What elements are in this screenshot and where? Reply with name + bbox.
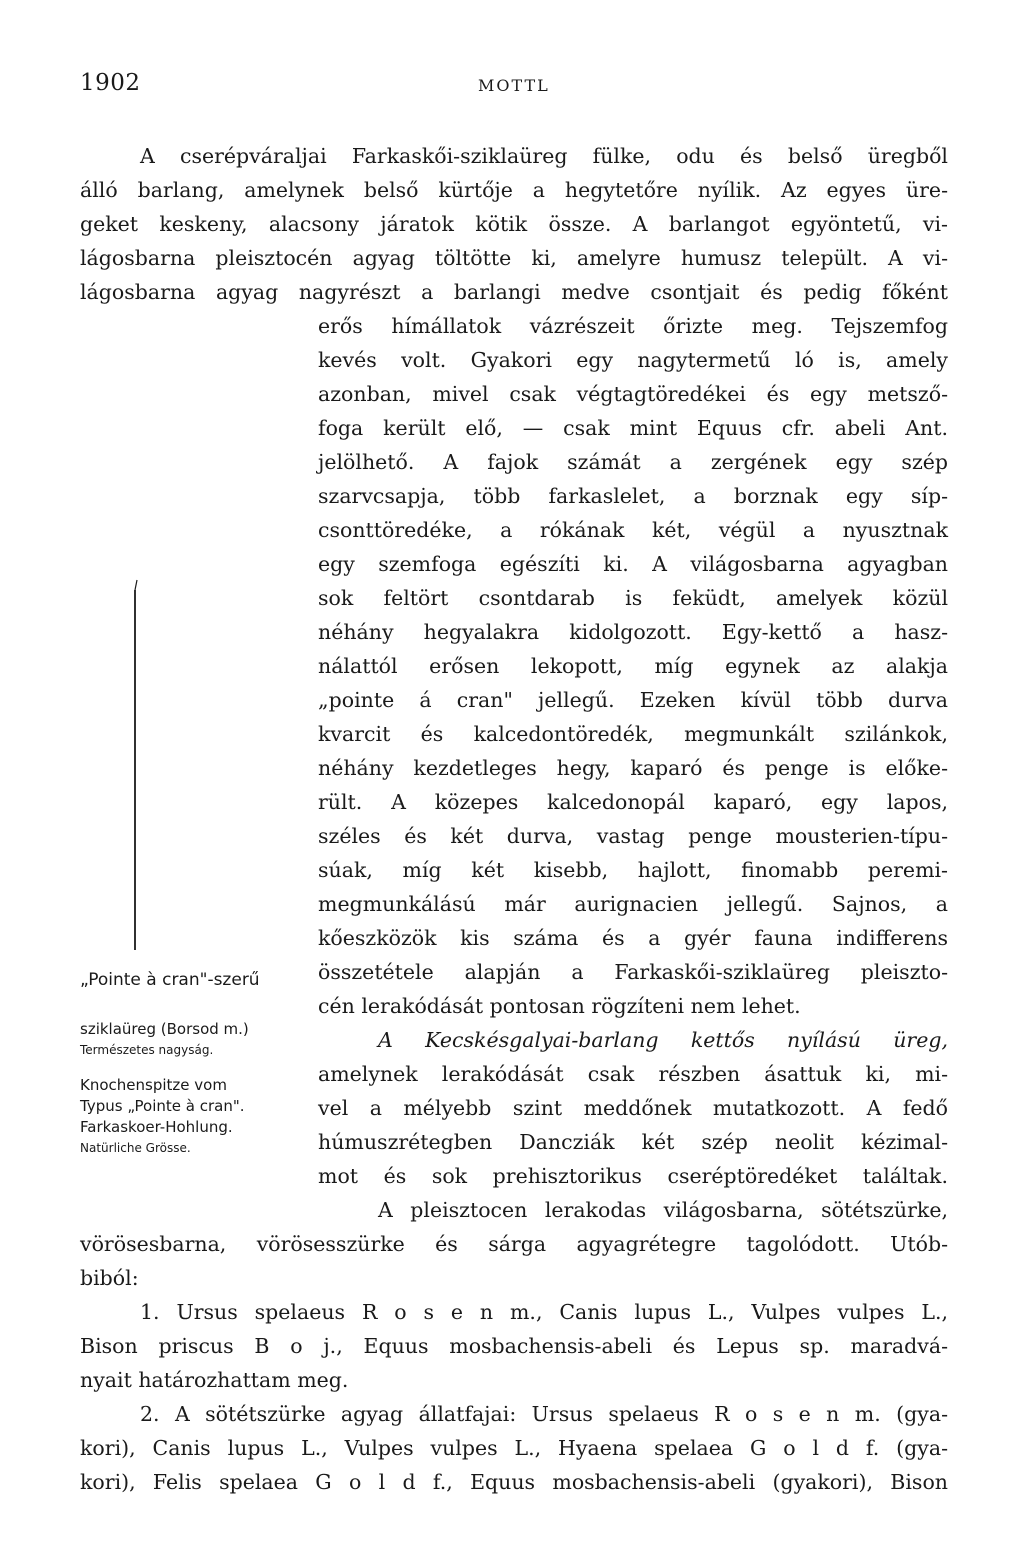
caption-de-3: Farkaskoer-Hohlung. [80, 1118, 233, 1136]
body-line: súak, míg két kisebb, hajlott, finomabb peremi- [318, 858, 948, 882]
body-line: kori), Felis spelaea G o l d f., Equus mosbachensis-abeli (gyakori), Bison [80, 1470, 948, 1494]
body-line: néhány kezdetleges hegy, kaparó és penge is előke- [318, 756, 948, 780]
body-line: 1. Ursus spelaeus R o s e n m., Canis lupus L., Vulpes vulpes L., [140, 1300, 948, 1324]
body-line: biból: [80, 1266, 139, 1290]
body-line: széles és két durva, vastag penge mousterien-típu- [318, 824, 948, 848]
body-line: „pointe á cran" jellegű. Ezeken kívül több durva [318, 688, 948, 712]
caption-location: sziklaüreg (Borsod m.) [80, 1020, 249, 1038]
body-line: 2. A sötétszürke agyag állatfajai: Ursus spelaeus R o s e n m. (gya- [140, 1402, 948, 1426]
caption-size-de: Natürliche Grösse. [80, 1141, 191, 1155]
body-line: A cserépváraljai Farkaskői-sziklaüreg fülke, odu és belső üregből [140, 144, 948, 168]
body-line: nyait határozhattam meg. [80, 1368, 349, 1392]
body-line: vel a mélyebb szint meddőnek mutatkozott. A fedő [318, 1096, 948, 1120]
caption-title: „Pointe à cran"-szerű [80, 970, 260, 990]
body-line: jelölhető. A fajok számát a zergének egy szép [318, 450, 948, 474]
body-line: szarvcsapja, több farkaslelet, a borznak egy síp- [318, 484, 948, 508]
body-line: csonttöredéke, a rókának két, végül a nyusztnak [318, 518, 948, 542]
figure-caption [80, 970, 312, 1159]
body-line: kőeszközök kis száma és a gyér fauna indifferens [318, 926, 948, 950]
caption-size-hu: Természetes nagyság. [80, 1043, 214, 1057]
body-line: amelynek lerakódását csak részben ásattuk ki, mi- [318, 1062, 948, 1086]
body-line: húmuszrétegben Dancziák két szép neolit kézimal- [318, 1130, 948, 1154]
body-line: mot és sok prehisztorikus cseréptöredéket találtak. [318, 1164, 948, 1188]
body-line: néhány hegyalakra kidolgozott. Egy-kettő a hasz- [318, 620, 948, 644]
body-line: A Kecskésgalyai-barlang kettős nyílású üreg, [378, 1028, 948, 1052]
caption-de-1: Knochenspitze vom [80, 1076, 227, 1094]
body-line: vörösesbarna, vörösesszürke és sárga agyagrétegre tagolódott. Utób- [80, 1232, 948, 1256]
body-line: cén lerakódását pontosan rögzíteni nem lehet. [318, 994, 801, 1018]
body-line: geket keskeny, alacsony járatok kötik össze. A barlangot egyöntetű, vi- [80, 212, 948, 236]
caption-de-2: Typus „Pointe à cran". [80, 1097, 245, 1115]
body-line: kvarcit és kalcedontöredék, megmunkált szilánkok, [318, 722, 948, 746]
body-line: nálattól erősen lekopott, míg egynek az alakja [318, 654, 948, 678]
body-line: sok feltört csontdarab is feküdt, amelyek közül [318, 586, 948, 610]
body-line: megmunkálású már aurignacien jellegű. Sajnos, a [318, 892, 948, 916]
body-line: egy szemfoga egészíti ki. A világosbarna agyagban [318, 552, 948, 576]
body-line: kori), Canis lupus L., Vulpes vulpes L., Hyaena spelaea G o l d f. (gya- [80, 1436, 948, 1460]
running-head: MOTTL [478, 76, 550, 95]
body-line: lágosbarna pleisztocén agyag töltötte ki, amelyre humusz települt. A vi- [80, 246, 948, 270]
body-line: Bison priscus B o j., Equus mosbachensis-abeli és Lepus sp. maradvá- [80, 1334, 948, 1358]
body-line: kevés volt. Gyakori egy nagytermetű ló is, amely [318, 348, 948, 372]
body-line: összetétele alapján a Farkaskői-sziklaüreg pleiszto- [318, 960, 948, 984]
page-number: 1902 [80, 70, 141, 96]
body-line: azonban, mivel csak végtagtöredékei és egy metsző- [318, 382, 948, 406]
body-line: A pleisztocen lerakodas világosbarna, sötétszürke, [378, 1198, 948, 1222]
body-line: lágosbarna agyag nagyrészt a barlangi medve csontjait és pedig főként [80, 280, 948, 304]
body-line: álló barlang, amelynek belső kürtője a hegytetőre nyílik. Az egyes üre- [80, 178, 948, 202]
bone-point-figure [132, 570, 312, 960]
body-line: foga került elő, — csak mint Equus cfr. abeli Ant. [318, 416, 948, 440]
body-line: erős hímállatok vázrészeit őrizte meg. Tejszemfog [318, 314, 948, 338]
body-line: rült. A közepes kalcedonopál kaparó, egy lapos, [318, 790, 948, 814]
